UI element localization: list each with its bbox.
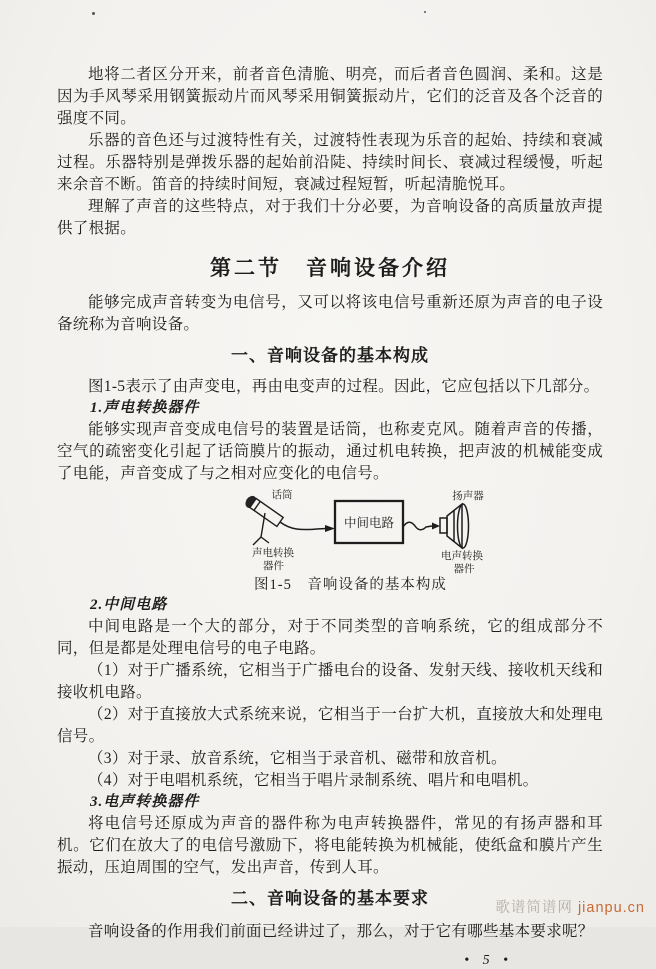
intermediate-circuit-label: 中间电路 [343,516,395,530]
paragraph-transient-character: 乐器的音色还与过渡特性有关，过渡特性表现为乐音的起始、持续和衰减过程。乐器特别是弹拨乐器的起始前沿陡、持续时间长、衰减过程缓慢，听起来余音不断。笛音的持续时间短，衰减过程短暂，听起清脆悦耳。 [57,132,603,193]
speaker-icon [440,504,469,548]
list-item-direct-amplify: （2）对于直接放大式系统来说，它相当于一台扩大机，直接放大和处理电信号。 [57,706,603,745]
mic-cable [280,522,335,532]
paragraph-timbre-continuation: 地将二者区分开来，前者音色清脆、明亮，而后者音色圆润、柔和。这是因为手风琴采用钢簧振动片而风琴采用铜簧振动片，它们的泛音及各个泛音的强度不同。 [57,66,603,127]
mic-converter-label-line2: 器件 [263,561,284,572]
scan-speck [92,12,95,15]
list-item-phonograph: （4）对于电唱机系统，它相当于唱片录制系统、唱片和电唱机。 [88,772,539,789]
heading-basic-composition: 一、音响设备的基本构成 [231,346,429,365]
watermark-site-name: 歌谱简谱网 [495,900,573,916]
item-heading-intermediate-circuit: 2.中间电路 [90,597,168,613]
arrowhead-into-speaker [432,523,440,530]
paragraph-intermediate-circuit: 中间电路是一个大的部分，对于不同类型的音响系统，它的组成部分不同，但是都是处理电信号的电子电路。 [57,618,603,657]
microphone-label: 话筒 [271,490,293,501]
microphone-icon [243,494,283,545]
paragraph-definition: 能够完成声音转变为电信号，又可以将该电信号重新还原为声音的电子设备统称为音响设备。 [57,294,603,333]
page-content [57,64,603,969]
speaker-cable [403,522,440,530]
watermark-url: jianpu.cn [577,900,645,916]
figure-caption: 图1-5 音响设备的基本构成 [254,577,447,593]
spk-converter-label-line2: 器件 [453,564,475,575]
figure-1-5 [240,489,540,595]
paragraph-figure-intro: 图1-5表示了由声变电，再由电变声的过程。因此，它应包括以下几部分。 [88,378,600,395]
list-item-broadcast: （1）对于广播系统，它相当于广播电台的设备、发射天线、接收机天线和接收机电路。 [57,662,603,701]
paragraph-microphone: 能够实现声音变成电信号的装置是话筒，也称麦克风。随着声音的传播，空气的疏密变化引起了话筒膜片的振动，通过机电转换，把声波的机械能变成了电能，声音变成了与之相对应变化的电信号。 [57,421,603,482]
page-number: • 5 • [464,953,513,968]
heading-basic-requirements: 二、音响设备的基本要求 [231,889,429,908]
mic-converter-label-line1: 声电转换 [252,548,294,559]
speaker-label: 扬声器 [452,491,484,502]
paragraph-understanding: 理解了声音的这些特点，对于我们十分必要，为音响设备的高质量放声提供了根据。 [57,198,603,237]
audio-chain-diagram [240,489,490,573]
scan-speck [424,11,426,13]
paragraph-speaker-converter: 将电信号还原成为声音的器件称为电声转换器件，常见的有扬声器和耳机。它们在放大了的电信号激励下，将电能转换为机械能，使纸盒和膜片产生振动，压迫周围的空气，发出声音，传到人耳。 [57,815,603,876]
item-heading-sound-to-electric: 1.声电转换器件 [90,400,200,416]
item-heading-electric-to-sound: 3.电声转换器件 [90,794,200,810]
section-title: 第二节 音响设备介绍 [210,257,450,280]
list-item-recording: （3）对于录、放音系统，它相当于录音机、磁带和放音机。 [88,750,507,767]
spk-converter-label-line1: 电声转换 [441,551,483,562]
watermark [495,896,645,917]
arrowhead-into-box [325,525,335,532]
paragraph-requirements-intro: 音响设备的作用我们前面已经讲过了，那么，对于它有哪些基本要求呢？ [88,923,594,940]
